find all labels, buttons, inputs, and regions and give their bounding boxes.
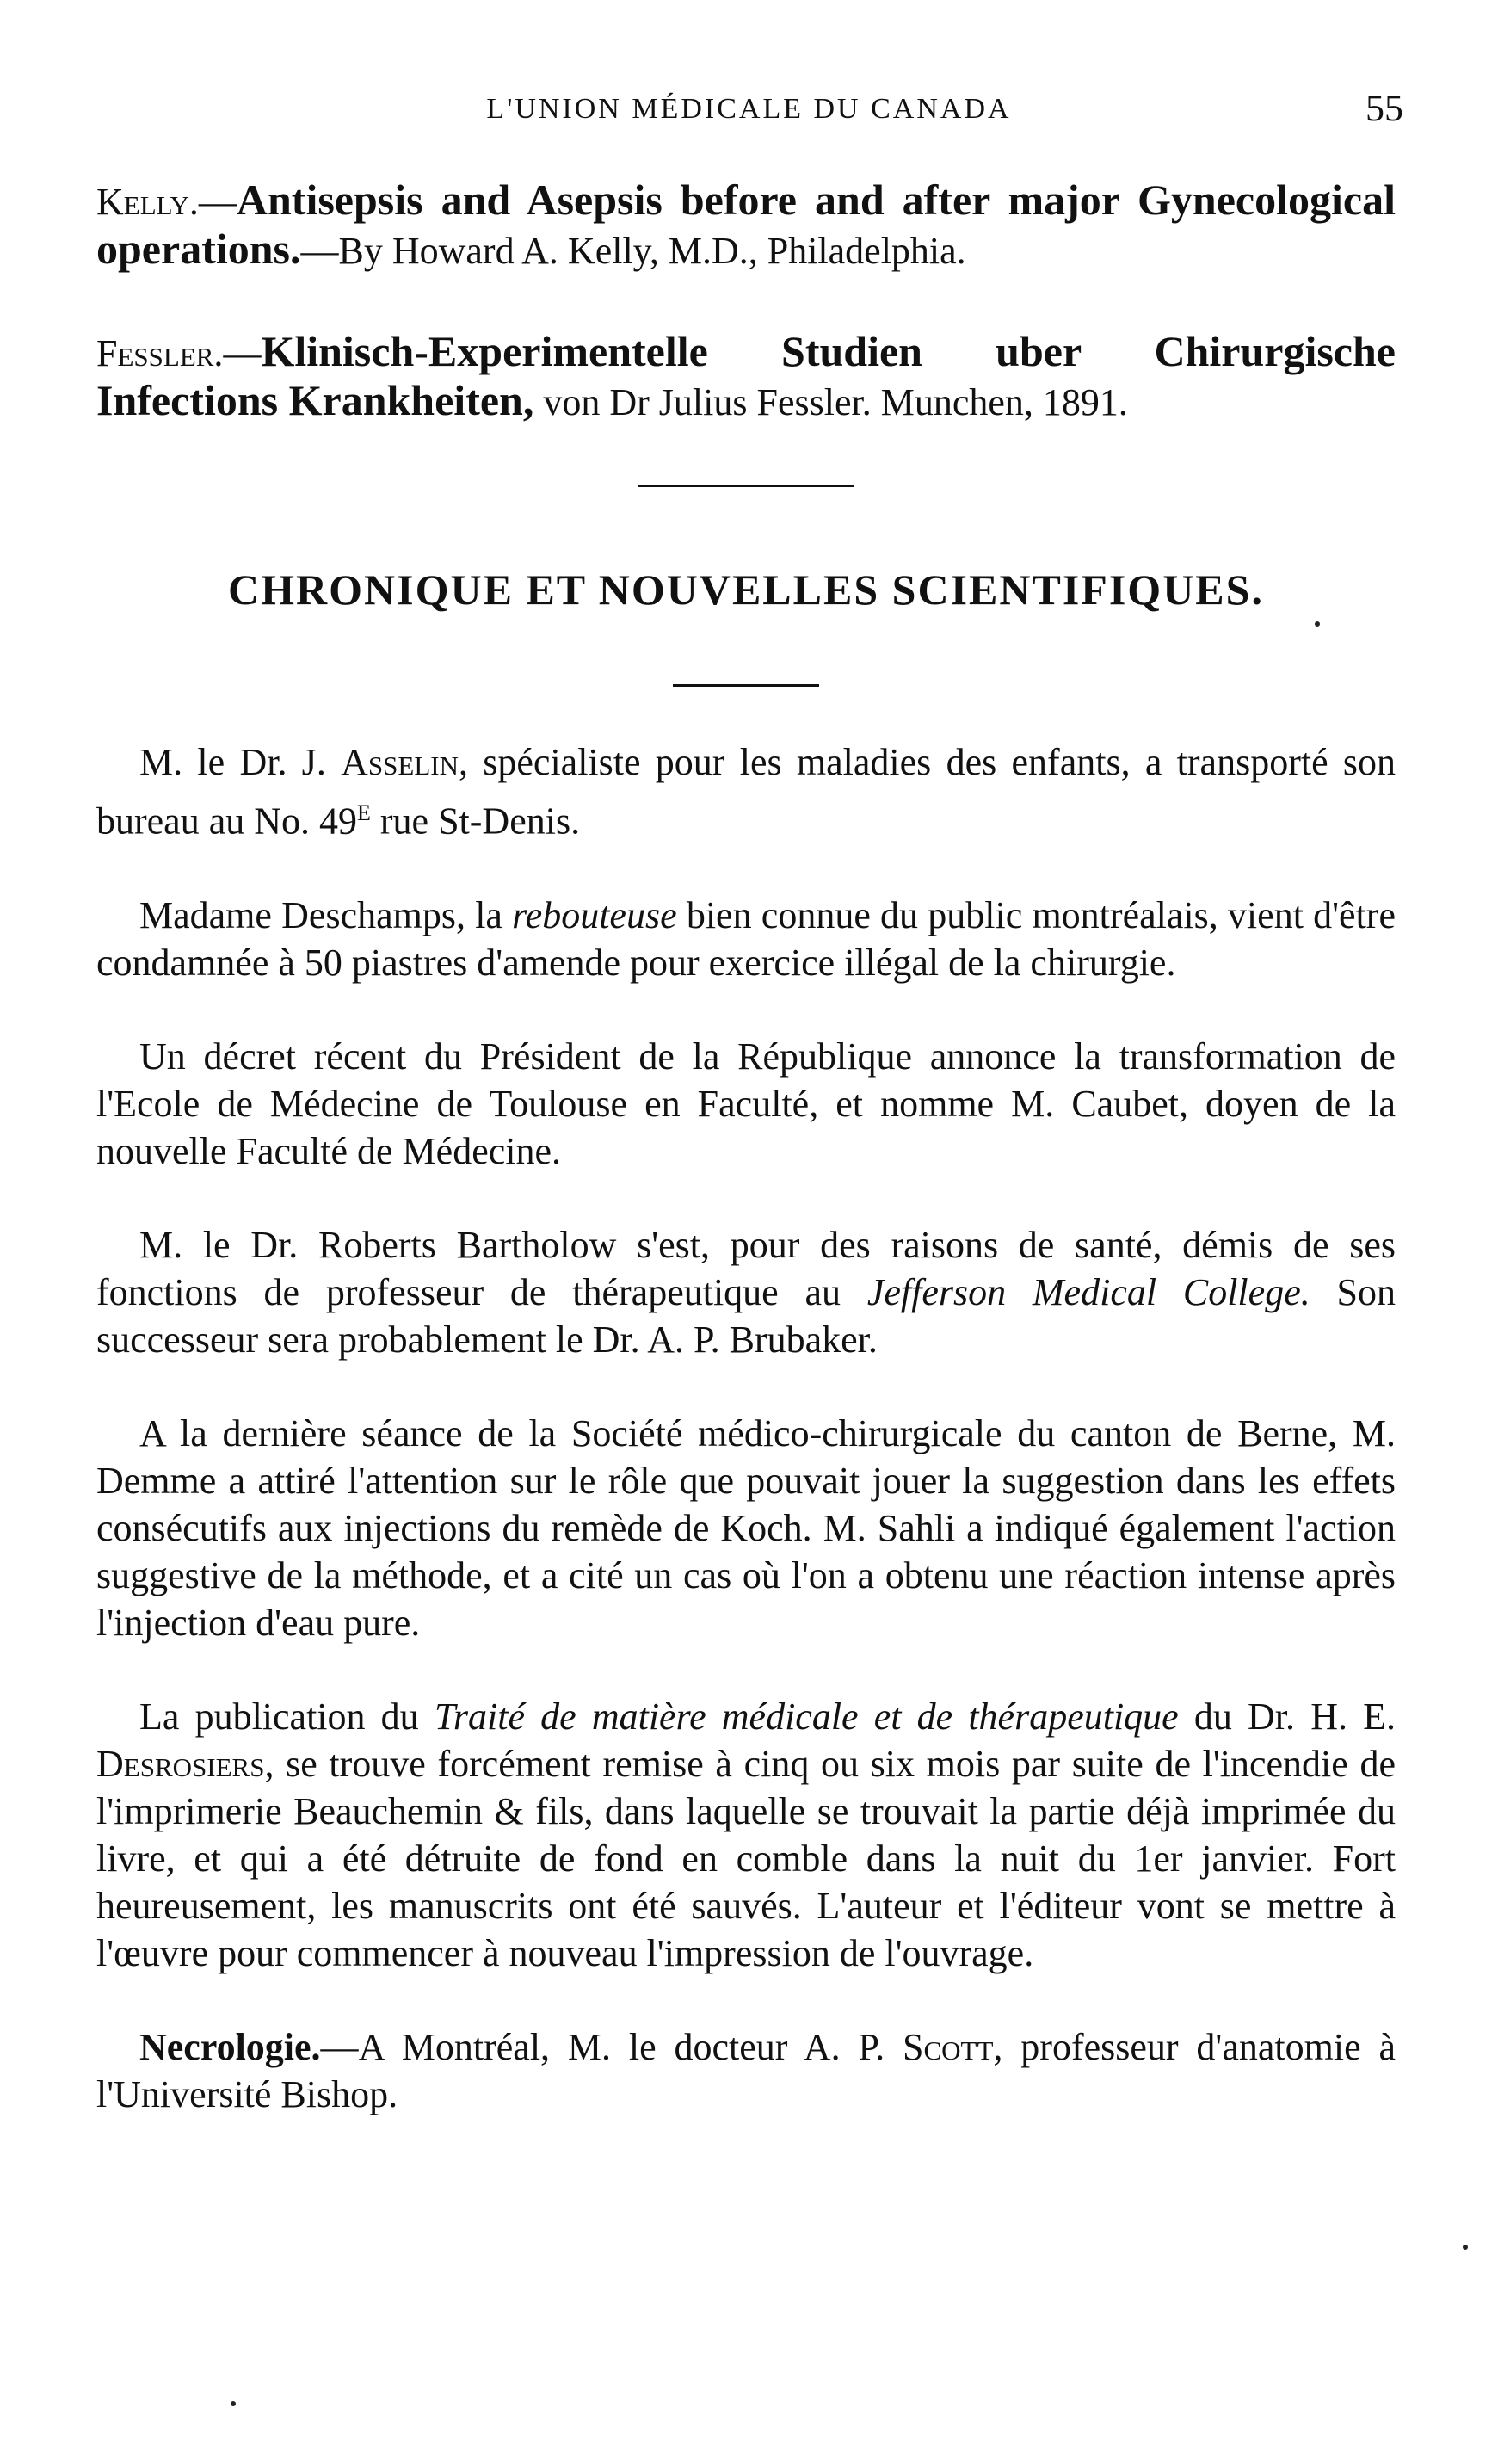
news-item-asselin <box>96 738 1396 845</box>
print-speck <box>1315 621 1320 627</box>
text-run: , professeur d'anatomie à l'Université Bishop. <box>96 2025 1396 2115</box>
print-speck <box>231 2401 236 2406</box>
person-name: Scott <box>903 2025 994 2068</box>
section-divider-top <box>638 485 854 487</box>
page-number: 55 <box>1365 87 1403 129</box>
print-speck <box>1463 2245 1468 2250</box>
text-run: M. le Dr. J. <box>139 741 342 783</box>
text-run: M. le Dr. Roberts Bartholow s'est, pour des raisons de santé, démis de ses fonctions de professeur de thérapeutique au <box>96 1223 1396 1313</box>
text-run: du Dr. H. E. <box>1178 1695 1396 1738</box>
person-name: Asselin <box>341 741 459 783</box>
bib-dash: — <box>198 181 237 223</box>
italic-term: Traité de matière médicale et de thérapeutique <box>434 1695 1179 1738</box>
news-item-bartholow <box>96 1221 1396 1363</box>
necrology-label: Necrologie. <box>139 2025 321 2068</box>
news-item-toulouse: Un décret récent du Président de la République annonce la transformation de l'Ecole de Médecine de Toulouse en Faculté, et nomme M. Caubet, doyen de la nouvelle Faculté de Médecine. <box>96 1034 1396 1172</box>
person-name: Desrosiers <box>96 1742 265 1785</box>
section-divider-bottom <box>673 684 819 687</box>
bib-title: Klinisch-Experimentelle Studien uber Chirurgische Infections Krankheiten, <box>96 327 1396 424</box>
news-item-deschamps <box>96 892 1396 986</box>
bib-details: —By Howard A. Kelly, M.D., Philadelphia. <box>300 230 966 272</box>
text-run: , spécialiste pour les maladies des enfants, a transporté son bureau au No. 49 <box>96 741 1396 843</box>
news-item-berne: A la dernière séance de la Société médico-chirurgicale du canton de Berne, M. Demme a attiré l'attention sur le rôle que pouvait jouer la suggestion dans les effets consécutifs aux injections du remède de Koch. M. Sahli a indiqué également l'action suggestive de la méthode, et a cité un cas où l'on a obtenu une réaction intense après l'injection d'eau pure. <box>96 1411 1396 1644</box>
text-column <box>96 176 1396 2118</box>
bib-author: Kelly. <box>96 181 199 223</box>
news-item-necrologie <box>96 2023 1396 2118</box>
text-run: Madame Deschamps, la <box>139 893 513 936</box>
running-head: L'UNION MÉDICALE DU CANADA <box>486 93 1012 125</box>
italic-term: Jefferson Medical College. <box>866 1270 1310 1313</box>
bib-author: Fessler. <box>96 332 224 374</box>
news-item-desrosiers <box>96 1693 1396 1977</box>
bib-details: von Dr Julius Fessler. Munchen, 1891. <box>533 381 1128 423</box>
italic-term: rebouteuse <box>512 893 677 936</box>
bibliography-entry-fessler <box>96 328 1396 426</box>
text-run: Son successeur sera probablement le Dr. A. P. Brubaker. <box>96 1270 1396 1361</box>
text-run: rue St-Denis. <box>370 800 581 843</box>
bibliography-entry-kelly <box>96 176 1396 275</box>
text-run: —A Montréal, M. le docteur A. P. <box>320 2025 903 2068</box>
section-title: CHRONIQUE ET NOUVELLES SCIENTIFIQUES. <box>228 565 1264 614</box>
superscript: e <box>357 792 371 827</box>
bib-title: Antisepsis and Asepsis before and after major Gynecological operations. <box>96 176 1396 273</box>
text-run: La publication du <box>139 1695 435 1738</box>
bib-dash: — <box>223 332 262 374</box>
text-run: bien connue du public montréalais, vient d'être condamnée à 50 piastres d'amende pour exercice illégal de la chirurgie. <box>96 893 1396 984</box>
text-run: , se trouve forcément remise à cinq ou six mois par suite de l'incendie de l'imprimerie Beauchemin & fils, dans laquelle se trouvait la partie déjà imprimée du livre, et qui a été détruite de fond en comble dans la nuit du 1er janvier. Fort heureusement, les manuscrits ont été sauvés. L'auteur et l'éditeur vont se mettre à l'œuvre pour commencer à nouveau l'impression de l'ouvrage. <box>96 1742 1396 1974</box>
